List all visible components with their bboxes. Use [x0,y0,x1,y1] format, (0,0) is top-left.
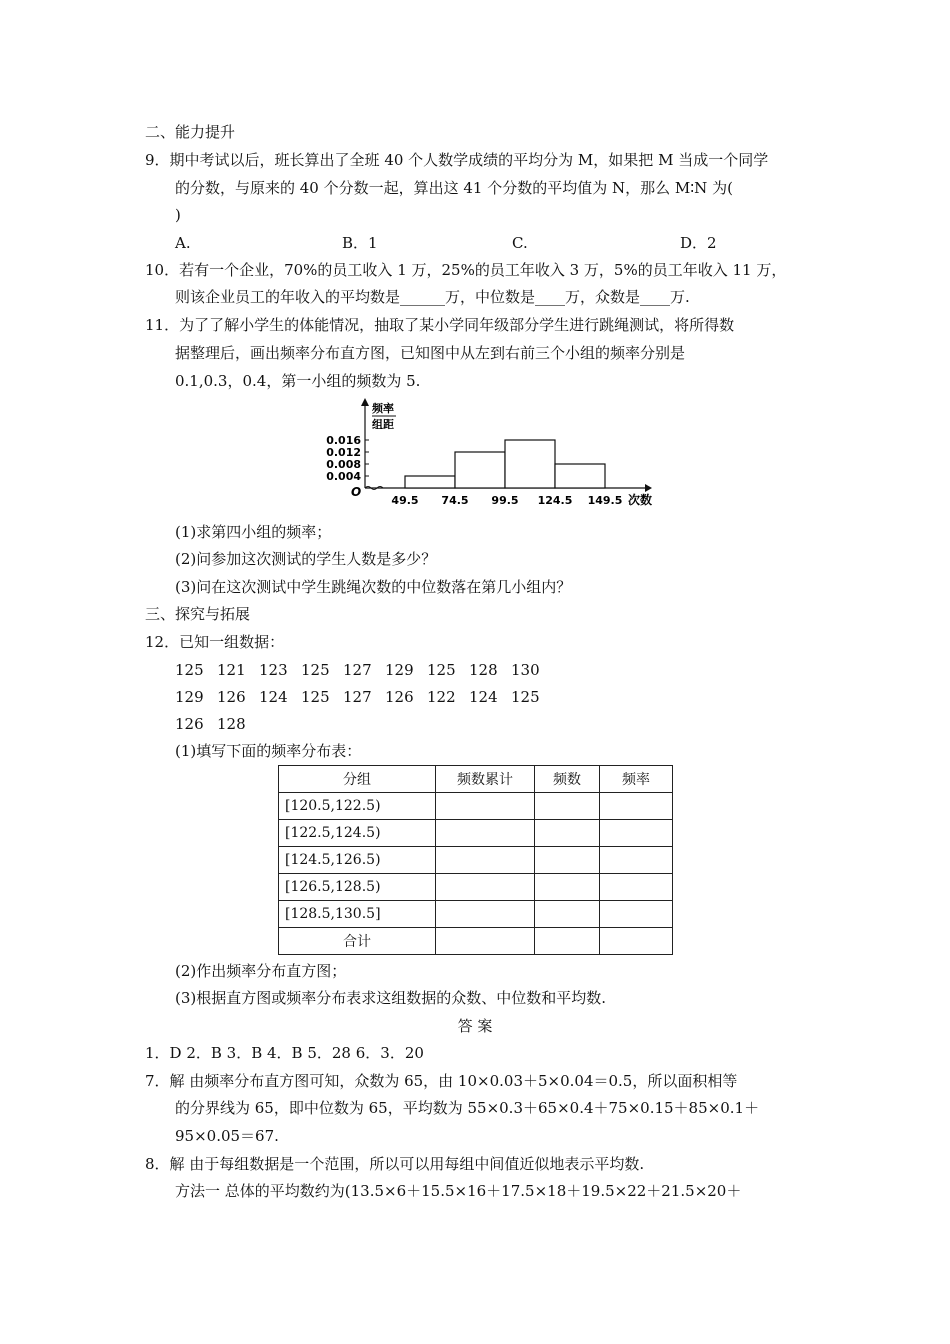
q12-sub2: (2)作出频率分布直方图； [175,962,347,980]
table-row [279,820,673,847]
table-cell-blank[interactable] [535,820,600,847]
q9-text-line2: 的分数，与原来的 40 个分数一起，算出这 41 个分数的平均值为 N，那么 M∶N 为( [175,179,733,197]
q9-option-c: C. [512,234,528,252]
table-cell-blank[interactable] [535,928,600,955]
histogram-bar [455,452,505,488]
x-tick-label: 99.5 [491,494,519,507]
data-value: 129 [175,688,204,706]
x-tick-label: 49.5 [391,494,419,507]
data-value: 124 [259,688,288,706]
section-heading-explore: 三、探究与拓展 [145,605,251,623]
y-tick-label: 0.012 [326,446,361,459]
data-value: 126 [217,688,246,706]
table-header-frequency: 频率 [600,766,673,793]
data-value: 126 [385,688,414,706]
answer-7-line1: 7．解 由频率分布直方图可知，众数为 65，由 10×0.03＋5×0.04＝0.5，所以面积相等 [145,1072,738,1090]
table-row [279,793,673,820]
data-value: 122 [427,688,456,706]
answer-8-line2: 方法一 总体的平均数约为(13.5×6＋15.5×16＋17.5×18＋19.5×22＋21.5×20＋ [175,1182,742,1200]
y-axis-arrow [361,398,369,406]
q10-text-line1: 10．若有一个企业，70%的员工收入 1 万，25%的员工年收入 3 万，5%的员工年收入 11 万， [145,261,787,279]
q12-data-row-1 [175,659,553,681]
histogram-bars [405,440,605,488]
x-tick-label: 74.5 [441,494,469,507]
q12-data-row-3 [175,713,259,735]
table-cell-blank[interactable] [535,847,600,874]
data-value: 125 [511,688,540,706]
y-tick-label: 0.016 [326,434,361,447]
data-value: 125 [301,688,330,706]
table-cell-group: [126.5,128.5) [279,874,436,901]
table-header-group: 分组 [279,766,436,793]
q11-sub2: (2)问参加这次测试的学生人数是多少？ [175,550,437,568]
data-value: 127 [343,661,372,679]
x-axis-arrow [645,484,652,492]
data-value: 124 [469,688,498,706]
table-cell-blank[interactable] [600,847,673,874]
table-cell-blank[interactable] [600,901,673,928]
answers-line-1: 1．D 2．B 3．B 4．B 5．28 6．3．20 [145,1044,424,1062]
table-cell-blank[interactable] [436,793,535,820]
q9-option-a: A. [175,234,191,252]
y-axis-label-bottom: 组距 [372,418,394,431]
q11-text-line3: 0.1,0.3，0.4，第一小组的频数为 5. [175,372,421,390]
histogram-bar [505,440,555,488]
q11-sub1: (1)求第四小组的频率； [175,523,332,541]
table-row-total [279,928,673,955]
table-cell-blank[interactable] [600,820,673,847]
table-cell-blank[interactable] [436,901,535,928]
data-value: 128 [469,661,498,679]
origin-label: O [351,485,362,499]
table-cell-group: [120.5,122.5) [279,793,436,820]
data-value: 123 [259,661,288,679]
q9-text-line3: ) [175,206,181,224]
data-value: 126 [175,715,204,733]
table-cell-group: [122.5,124.5) [279,820,436,847]
table-cell-group: [128.5,130.5] [279,901,436,928]
frequency-histogram [320,398,660,516]
section-heading-ability: 二、能力提升 [145,123,236,141]
answer-7-line3: 95×0.05＝67. [175,1127,279,1145]
table-cell-blank[interactable] [535,874,600,901]
y-tick-label: 0.004 [326,470,361,483]
table-cell-blank[interactable] [436,874,535,901]
q10-text-line2: 则该企业员工的年收入的平均数是______万，中位数是____万，众数是____万. [175,288,690,306]
x-tick-label: 149.5 [587,494,623,507]
y-tick-label: 0.008 [326,458,361,471]
q9-text-line1: 9．期中考试以后，班长算出了全班 40 个人数学成绩的平均分为 M，如果把 M 当成一个同学 [145,151,769,169]
table-cell-blank[interactable] [600,928,673,955]
table-cell-blank[interactable] [436,928,535,955]
data-value: 125 [427,661,456,679]
table-header-row [279,766,673,793]
q11-text-line1: 11．为了了解小学生的体能情况，抽取了某小学同年级部分学生进行跳绳测试，将所得数 [145,316,735,334]
table-row [279,847,673,874]
y-axis-label-top: 频率 [372,402,394,415]
histogram-bar [405,476,455,488]
table-cell-blank[interactable] [535,793,600,820]
x-tick-label: 124.5 [537,494,573,507]
q12-sub1: (1)填写下面的频率分布表： [175,742,362,760]
table-cell-blank[interactable] [535,901,600,928]
answer-8-line1: 8．解 由于每组数据是一个范围，所以可以用每组中间值近似地表示平均数. [145,1155,645,1173]
table-cell-blank[interactable] [436,820,535,847]
q12-data-row-2 [175,686,553,708]
q12-sub3: (3)根据直方图或频率分布表求这组数据的众数、中位数和平均数. [175,989,607,1007]
table-cell-blank[interactable] [436,847,535,874]
table-header-cumulative: 频数累计 [436,766,535,793]
q9-option-b: B．1 [342,234,378,252]
table-header-count: 频数 [535,766,600,793]
q11-sub3: (3)问在这次测试中学生跳绳次数的中位数落在第几小组内？ [175,578,572,596]
answers-title: 答 案 [457,1017,493,1035]
table-cell-blank[interactable] [600,793,673,820]
data-value: 125 [301,661,330,679]
answer-7-line2: 的分界线为 65，即中位数为 65，平均数为 55×0.3＋65×0.4＋75×0.15＋85×0.1＋ [175,1099,760,1117]
data-value: 127 [343,688,372,706]
frequency-table [278,765,673,955]
data-value: 128 [217,715,246,733]
table-cell-group: [124.5,126.5) [279,847,436,874]
q9-option-d: D．2 [680,234,717,252]
table-row [279,901,673,928]
table-row [279,874,673,901]
histogram-bar [555,464,605,488]
data-value: 129 [385,661,414,679]
q11-text-line2: 据整理后，画出频率分布直方图，已知图中从左到右前三个小组的频率分别是 [175,344,686,362]
data-value: 130 [511,661,540,679]
data-value: 125 [175,661,204,679]
x-axis-label: 次数 [628,493,653,507]
q12-intro: 12．已知一组数据： [145,633,285,651]
data-value: 121 [217,661,246,679]
table-cell-total: 合计 [279,928,436,955]
table-cell-blank[interactable] [600,874,673,901]
